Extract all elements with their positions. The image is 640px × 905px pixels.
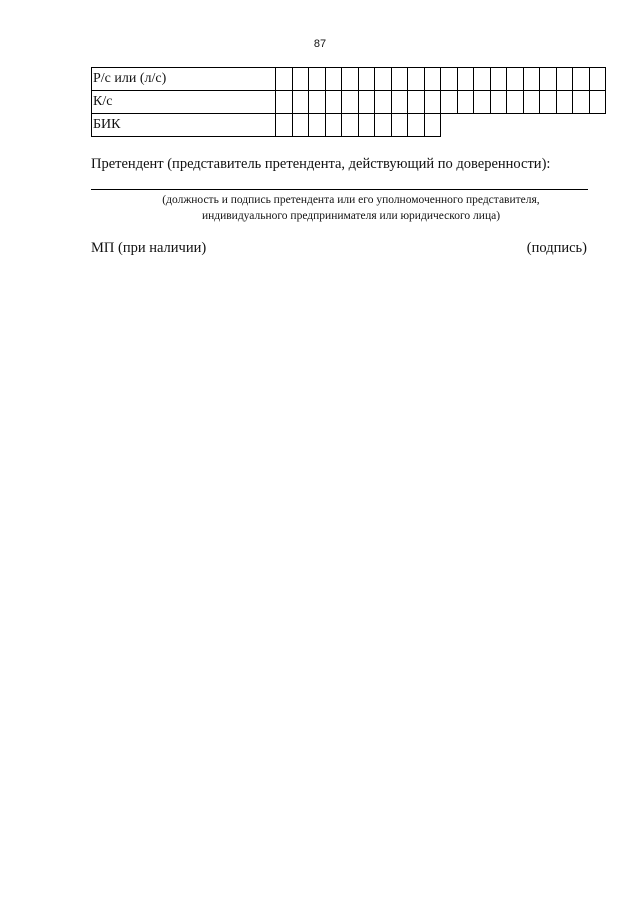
- digit-cell[interactable]: [325, 114, 342, 137]
- digit-cell[interactable]: [309, 91, 326, 114]
- digit-cell[interactable]: [474, 68, 491, 91]
- digit-cell[interactable]: [342, 68, 359, 91]
- digit-cell[interactable]: [490, 68, 507, 91]
- blank-cell: [490, 114, 507, 137]
- table-row: [92, 114, 606, 137]
- stamp-label: МП (при наличии): [91, 240, 207, 256]
- digit-cell[interactable]: [540, 91, 557, 114]
- table-row: [92, 91, 606, 114]
- bank-details-table: [91, 67, 606, 137]
- digit-cell[interactable]: [556, 68, 573, 91]
- signature-caption-line-2: индивидуального предпринимателя или юридического лица): [201, 210, 501, 222]
- digit-cell[interactable]: [474, 91, 491, 114]
- signature-caption-line-1: (должность и подпись претендента или его уполномоченного представителя,: [162, 194, 540, 206]
- digit-cell[interactable]: [391, 68, 408, 91]
- blank-cell: [556, 114, 573, 137]
- digit-cell[interactable]: [391, 91, 408, 114]
- blank-cell: [523, 114, 540, 137]
- digit-cell[interactable]: [292, 91, 309, 114]
- digit-cell[interactable]: [292, 68, 309, 91]
- digit-cell[interactable]: [408, 68, 425, 91]
- digit-cell[interactable]: [276, 114, 293, 137]
- row-label: Р/с или (л/с): [92, 68, 276, 91]
- digit-cell[interactable]: [325, 68, 342, 91]
- digit-cell[interactable]: [507, 68, 524, 91]
- page-number: 87: [313, 38, 327, 50]
- digit-cell[interactable]: [556, 91, 573, 114]
- row-label: К/с: [92, 91, 276, 114]
- digit-cell[interactable]: [441, 68, 458, 91]
- digit-cell[interactable]: [457, 68, 474, 91]
- row-label: БИК: [92, 114, 276, 137]
- blank-cell: [589, 114, 606, 137]
- digit-cell[interactable]: [523, 91, 540, 114]
- digit-cell[interactable]: [424, 91, 441, 114]
- blank-cell: [540, 114, 557, 137]
- applicant-line: Претендент (представитель претендента, действующий по доверенности):: [91, 156, 551, 172]
- digit-cell[interactable]: [573, 68, 590, 91]
- digit-cell[interactable]: [507, 91, 524, 114]
- signature-label: (подпись): [526, 240, 587, 256]
- digit-cell[interactable]: [523, 68, 540, 91]
- signature-line: [91, 189, 588, 190]
- digit-cell[interactable]: [342, 114, 359, 137]
- digit-cell[interactable]: [457, 91, 474, 114]
- blank-cell: [573, 114, 590, 137]
- digit-cell[interactable]: [573, 91, 590, 114]
- table-row: [92, 68, 606, 91]
- digit-cell[interactable]: [441, 91, 458, 114]
- digit-cell[interactable]: [375, 68, 392, 91]
- blank-cell: [457, 114, 474, 137]
- digit-cell[interactable]: [589, 68, 606, 91]
- digit-cell[interactable]: [391, 114, 408, 137]
- digit-cell[interactable]: [309, 68, 326, 91]
- blank-cell: [474, 114, 491, 137]
- signature-caption: [91, 192, 611, 224]
- digit-cell[interactable]: [424, 68, 441, 91]
- digit-cell[interactable]: [540, 68, 557, 91]
- blank-cell: [507, 114, 524, 137]
- digit-cell[interactable]: [358, 91, 375, 114]
- digit-cell[interactable]: [292, 114, 309, 137]
- digit-cell[interactable]: [325, 91, 342, 114]
- digit-cell[interactable]: [309, 114, 326, 137]
- digit-cell[interactable]: [490, 91, 507, 114]
- digit-cell[interactable]: [375, 91, 392, 114]
- digit-cell[interactable]: [358, 68, 375, 91]
- digit-cell[interactable]: [342, 91, 359, 114]
- digit-cell[interactable]: [589, 91, 606, 114]
- blank-cell: [441, 114, 458, 137]
- digit-cell[interactable]: [408, 91, 425, 114]
- digit-cell[interactable]: [358, 114, 375, 137]
- digit-cell[interactable]: [424, 114, 441, 137]
- digit-cell[interactable]: [276, 91, 293, 114]
- digit-cell[interactable]: [375, 114, 392, 137]
- digit-cell[interactable]: [408, 114, 425, 137]
- digit-cell[interactable]: [276, 68, 293, 91]
